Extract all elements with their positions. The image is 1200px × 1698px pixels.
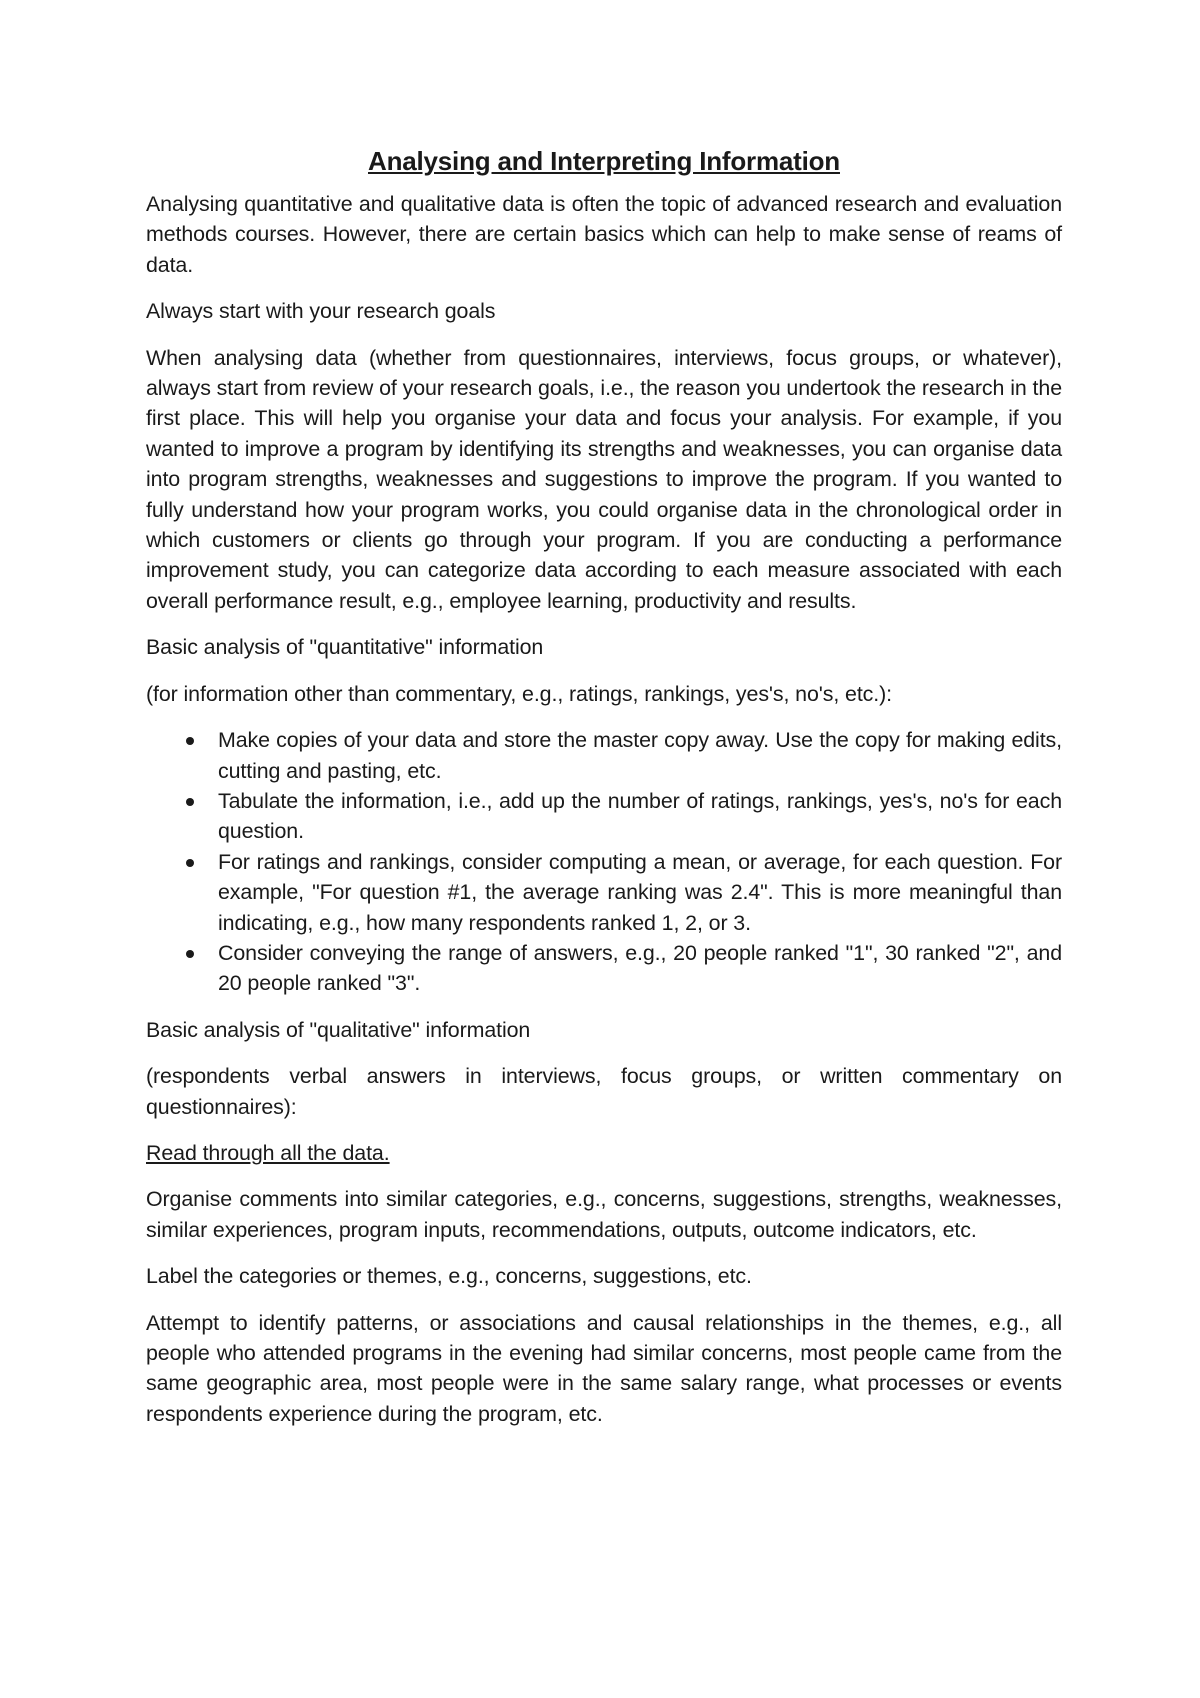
list-item-text: Make copies of your data and store the master copy away. Use the copy for making edits, cutting and pasting, etc.: [218, 728, 1062, 783]
label-categories-paragraph: Label the categories or themes, e.g., concerns, suggestions, etc.: [146, 1264, 752, 1289]
list-item: [146, 938, 1062, 999]
list-item-text: For ratings and rankings, consider computing a mean, or average, for each question. For example, "For question #1, the average ranking was 2.4". This is more meaningful than indicating, e.g., how many respondents ranked 1, 2, or 3.: [218, 849, 1062, 935]
section-heading-qualitative: Basic analysis of "qualitative" information: [146, 1017, 531, 1042]
page-title: Analysing and Interpreting Information: [368, 146, 840, 176]
list-item-text: Consider conveying the range of answers, e.g., 20 people ranked "1", 30 ranked "2", and 20 people ranked "3".: [218, 940, 1062, 996]
read-data-step-text: Read through all the data.: [146, 1140, 390, 1165]
identify-patterns-paragraph: Attempt to identify patterns, or associations and causal relationships in the themes, e.g., all people who attended programs in the evening had similar concerns, most people came from the same geographic area, most people were in the same salary range, what processes or events respondents experience during the program, etc.: [146, 1310, 1062, 1426]
section-heading-quantitative: Basic analysis of "quantitative" information: [146, 635, 544, 660]
list-item: [146, 786, 1062, 847]
list-item: [146, 725, 1062, 786]
research-goals-paragraph: When analysing data (whether from questionnaires, interviews, focus groups, or whatever), always start from review of your research goals, i.e., the reason you undertook the research in the first place. This will help you organise your data and focus your analysis. For example, if you wanted to improve a program by identifying its strengths and weaknesses, you can organise data into program strengths, weaknesses and suggestions to improve the program. If you wanted to fully understand how your program works, you could organise data in the chronological order in which customers or clients go through your program. If you are conducting a performance improvement study, you can categorize data according to each measure associated with each overall performance result, e.g., employee learning, productivity and results.: [146, 345, 1062, 613]
list-item: [146, 847, 1062, 938]
bullet-icon: [186, 859, 194, 867]
quantitative-bullet-list: [146, 725, 1062, 999]
quantitative-subheading: (for information other than commentary, e.g., ratings, rankings, yes's, no's, etc.):: [146, 681, 892, 706]
bullet-icon: [186, 950, 194, 958]
intro-paragraph: Analysing quantitative and qualitative data is often the topic of advanced research and evaluation methods courses. However, there are certain basics which can help to make sense of reams of data.: [146, 192, 1062, 277]
qualitative-subheading: (respondents verbal answers in interviews, focus groups, or written commentary on questionnaires):: [146, 1064, 1062, 1119]
section-heading-research-goals: Always start with your research goals: [146, 299, 496, 324]
list-item-text: Tabulate the information, i.e., add up the number of ratings, rankings, yes's, no's for each question.: [218, 788, 1062, 844]
bullet-icon: [186, 737, 194, 745]
organise-comments-paragraph: Organise comments into similar categories, e.g., concerns, suggestions, strengths, weaknesses, similar experiences, program inputs, recommendations, outputs, outcome indicators, etc.: [146, 1187, 1062, 1242]
bullet-icon: [186, 798, 194, 806]
read-data-step: [146, 1138, 1062, 1168]
